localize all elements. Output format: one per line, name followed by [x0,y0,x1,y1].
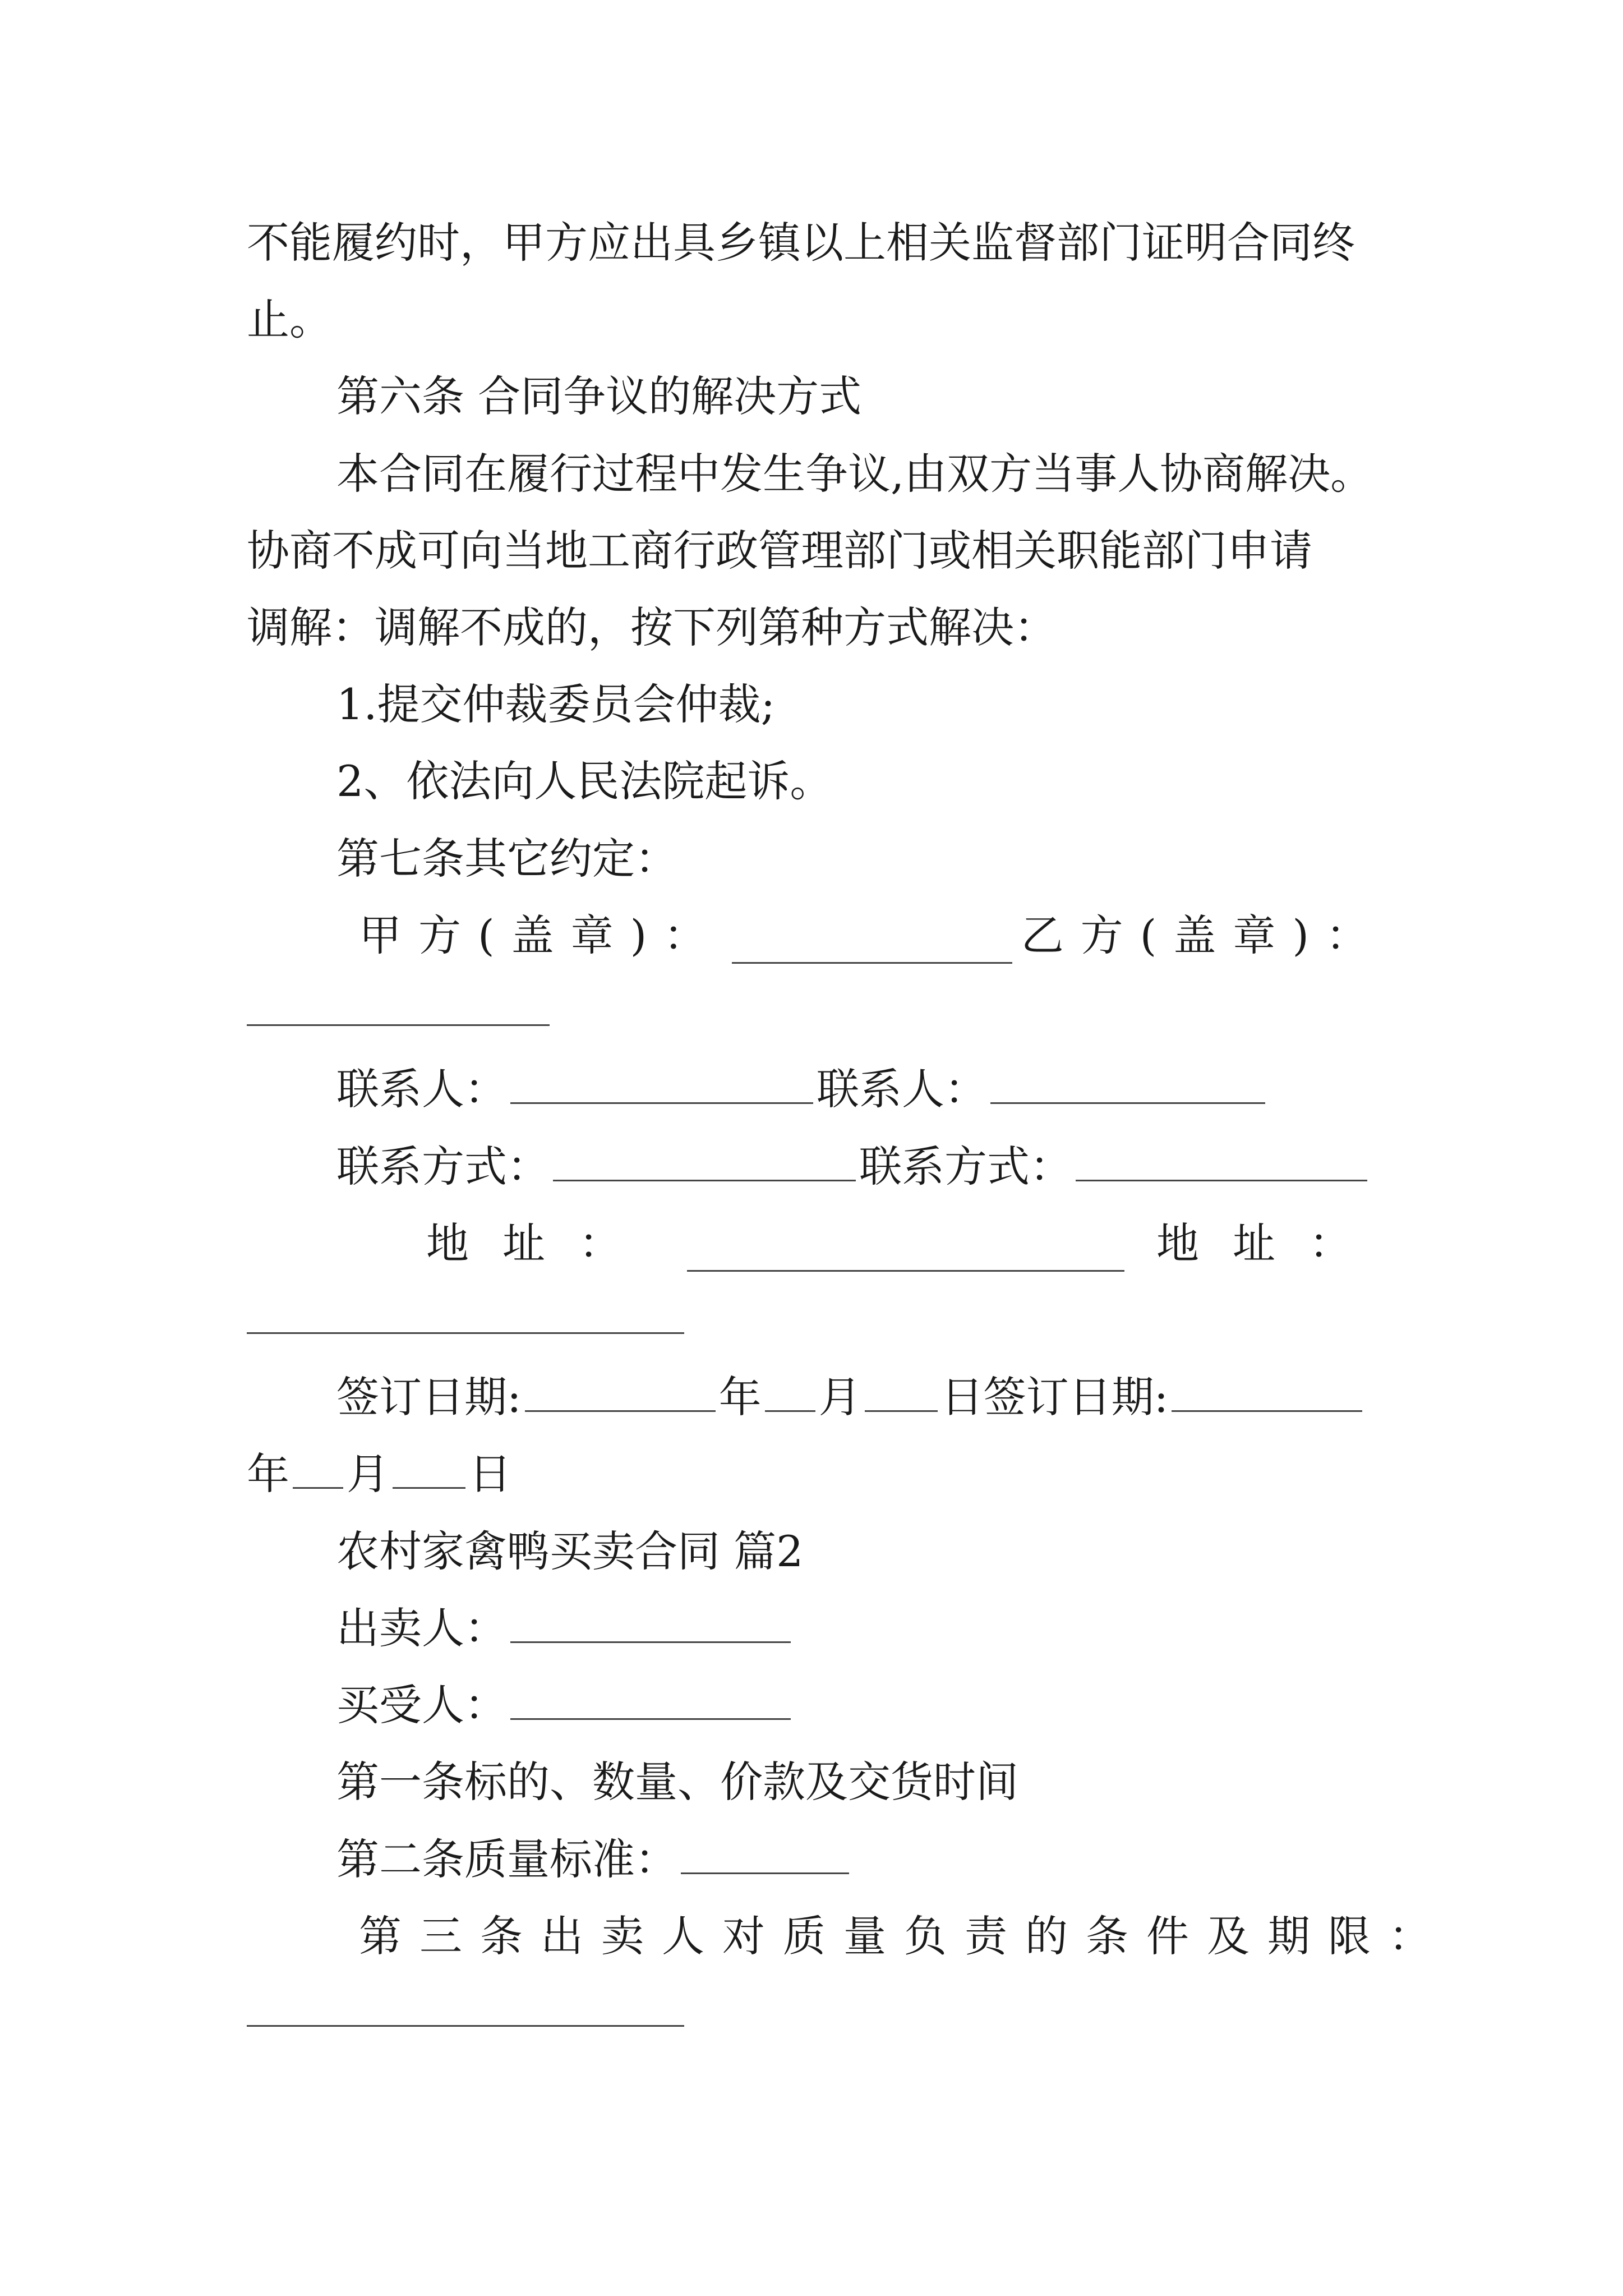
address-a-label: 地址： [426,1218,655,1268]
year-b-field [1172,1371,1362,1412]
phone-a-label: 联系方式： [336,1142,550,1191]
month-label: 月 [347,1449,389,1499]
paragraph-line: 协商不成可向当地工商行政管理部门或相关职能部门申请 [247,526,1312,576]
day-b-field [393,1448,465,1489]
article-7-title: 第七条其它约定： [336,834,677,884]
party-a-field [732,923,1012,964]
paragraph-line: 调解：调解不成的，按下列第种方式解决： [247,602,1057,652]
day-label: 日 [469,1449,511,1499]
contact-a-label: 联系人： [336,1064,507,1114]
party-seal-row [359,908,1385,964]
month-a-field [765,1371,815,1412]
sign-date-row-cont [247,1446,1385,1502]
sign-date-a-label: 签订日期: [336,1372,522,1422]
address-b-field [247,1332,684,1334]
phone-a-field [553,1140,856,1181]
year-label: 年 [247,1449,289,1499]
paragraph-line: 不能履约时，甲方应出具乡镇以上相关监督部门证明合同终 [247,218,1355,268]
party-b-field [247,1024,550,1026]
article-2-label: 第二条质量标准： [336,1834,677,1884]
contact-b-field [990,1063,1265,1104]
contact-a-field [510,1063,813,1104]
party-a-label: 甲方(盖章)： [359,910,723,960]
year-label: 年 [718,1372,762,1422]
month-label: 月 [818,1372,861,1422]
article-3-row [359,1908,1449,1964]
phone-row [336,1139,1385,1195]
phone-b-label: 联系方式： [859,1142,1072,1191]
article-3-label: 第三条出卖人对质量负责的条件及期限： [359,1911,1449,1961]
year-a-field [525,1371,716,1412]
address-a-field [687,1231,1124,1272]
contact-row [336,1061,1385,1117]
paragraph-line: 本合同在履行过程中发生争议,由双方当事人协商解决。 [336,449,1373,499]
option-1: 1.提交仲裁委员会仲裁; [336,679,776,729]
article-1: 第一条标的、数量、价款及交货时间 [336,1757,1018,1807]
buyer-row [336,1677,1385,1733]
sign-date-row [336,1369,1385,1425]
article-6-title: 第六条 合同争议的解决方式 [336,371,862,421]
article-3-field [247,2025,684,2027]
seller-row [336,1600,1385,1657]
address-row [426,1216,1385,1272]
sign-date-b-label: 日签订日期: [940,1372,1169,1422]
seller-field [510,1602,791,1643]
buyer-label: 买受人： [336,1680,507,1730]
contract-2-title: 农村家禽鸭买卖合同 篇2 [336,1526,804,1576]
buyer-field [510,1679,791,1720]
party-b-label: 乙方(盖章)： [1021,910,1385,960]
address-b-label: 地址： [1156,1218,1385,1268]
month-b-field [293,1448,343,1489]
option-2: 2、依法向人民法院起诉。 [336,756,833,806]
day-a-field [865,1371,938,1412]
contact-b-label: 联系人： [817,1064,987,1114]
paragraph-line: 止。 [247,295,332,344]
phone-b-field [1076,1140,1367,1181]
article-2-row [336,1832,1385,1888]
quality-standard-field [681,1833,849,1874]
seller-label: 出卖人： [336,1603,507,1653]
